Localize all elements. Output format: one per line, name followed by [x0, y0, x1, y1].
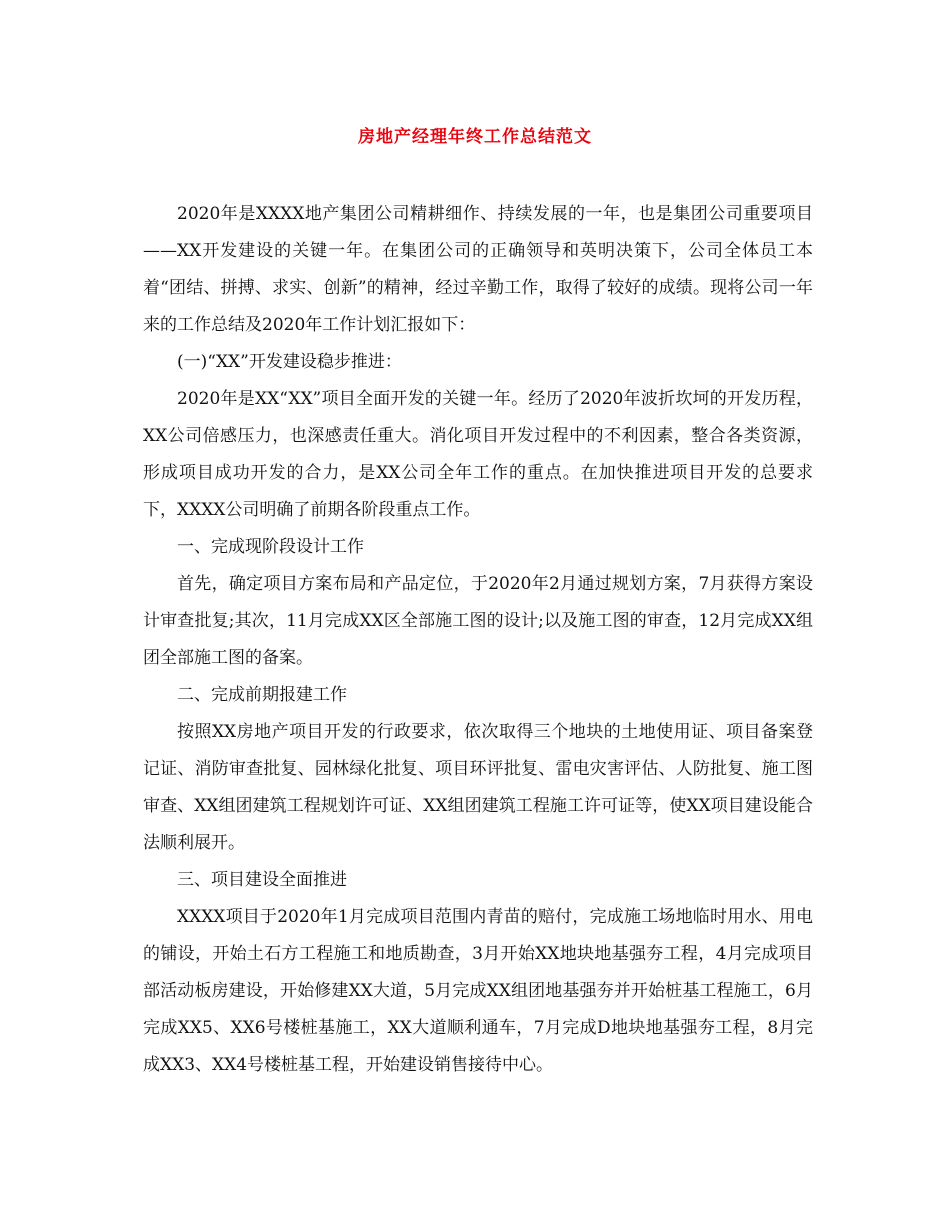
permits-paragraph: 按照XX房地产项目开发的行政要求，依次取得三个地块的土地使用证、项目备案登记证、消防审查批复、园林绿化批复、项目环评批复、雷电灾害评估、人防批复、施工图审查、XX组团建筑工程规划许可证、XX组团建筑工程施工许可证等，使XX项目建设能合法顺利展开。	[143, 722, 813, 853]
document-body	[143, 196, 813, 1084]
design-paragraph: 首先，确定项目方案布局和产品定位，于2020年2月通过规划方案，7月获得方案设计审查批复;其次，11月完成XX区全部施工图的设计;以及施工图的审查，12月完成XX组团全部施工图的备案。	[143, 574, 813, 668]
section-heading-design: 一、完成现阶段设计工作	[177, 537, 364, 557]
construction-paragraph: XXXX项目于2020年1月完成项目范围内青苗的赔付，完成施工场地临时用水、用电的铺设，开始土石方工程施工和地质勘查，3月开始XX地块地基强夯工程，4月完成项目部活动板房建设，开始修建XX大道，5月完成XX组团地基强夯并开始桩基工程施工，6月完成XX5、XX6号楼桩基施工，XX大道顺利通车，7月完成D地块地基强夯工程，8月完成XX3、XX4号楼桩基工程，开始建设销售接待中心。	[143, 907, 813, 1075]
section-heading-permits: 二、完成前期报建工作	[177, 685, 347, 705]
intro-paragraph: 2020年是XXXX地产集团公司精耕细作、持续发展的一年，也是集团公司重要项目——XX开发建设的关键一年。在集团公司的正确领导和英明决策下，公司全体员工本着“团结、拼搏、求实、创新”的精神，经过辛勤工作，取得了较好的成绩。现将公司一年来的工作总结及2020年工作计划汇报如下：	[143, 204, 813, 335]
development-paragraph: 2020年是XX“XX”项目全面开发的关键一年。经历了2020年波折坎坷的开发历程，XX公司倍感压力，也深感责任重大。消化项目开发过程中的不利因素，整合各类资源，形成项目成功开发的合力，是XX公司全年工作的重点。在加快推进项目开发的总要求下，XXXX公司明确了前期各阶段重点工作。	[143, 389, 813, 520]
section-heading-development: (一)“XX”开发建设稳步推进：	[177, 352, 402, 372]
document-title: 房地产经理年终工作总结范文	[358, 127, 592, 147]
section-heading-construction: 三、项目建设全面推进	[177, 870, 347, 890]
